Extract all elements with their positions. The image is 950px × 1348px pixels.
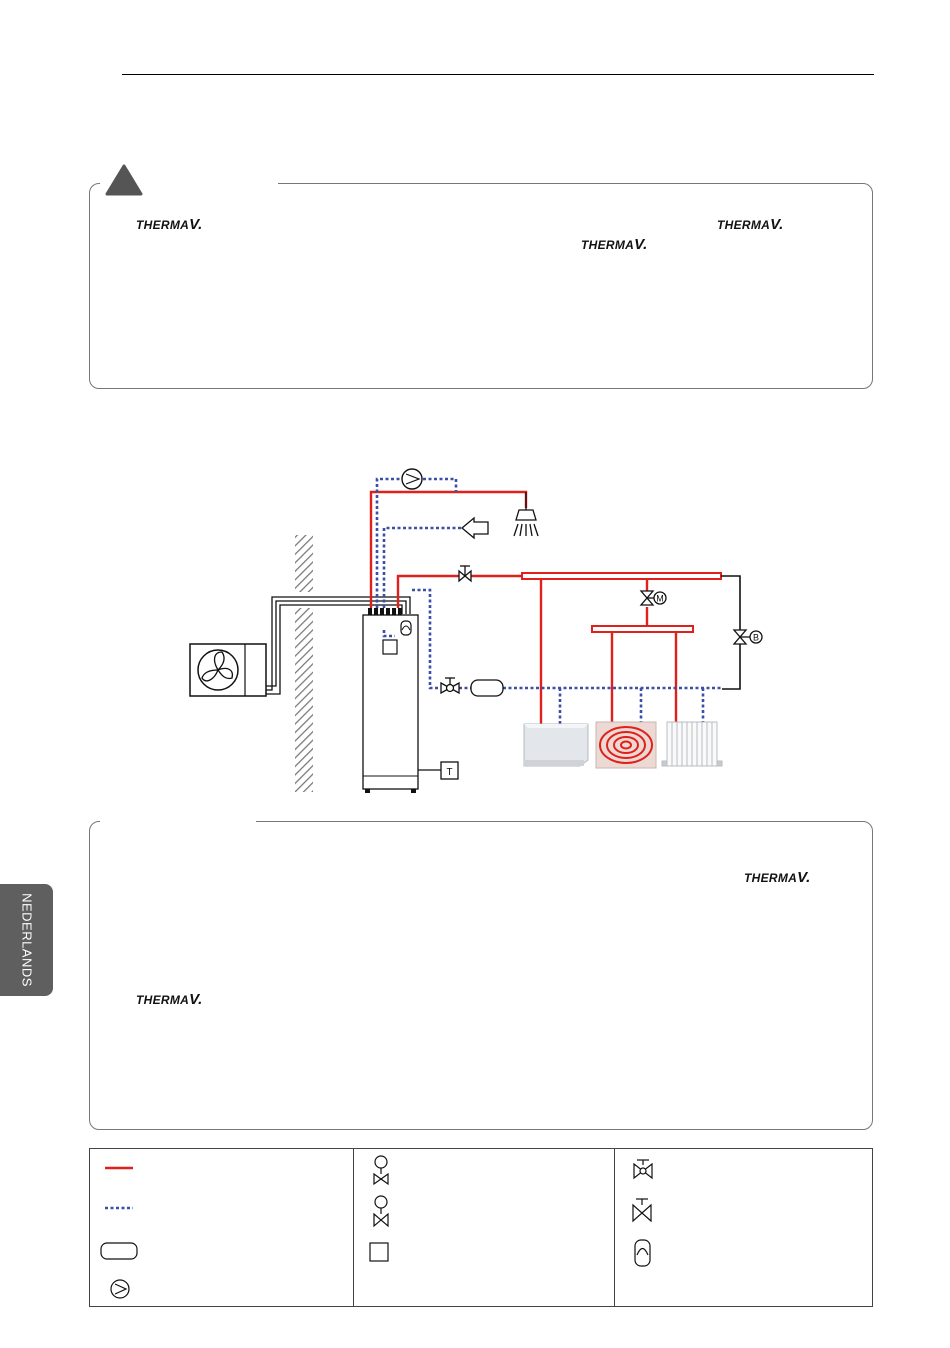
- stop-valve-icon: [633, 1199, 651, 1221]
- fan-coil-unit: [524, 724, 588, 766]
- info-box-gap: [100, 819, 256, 823]
- warning-triangle-icon: [104, 164, 144, 196]
- language-tab-label: NEDERLANDS: [19, 893, 34, 987]
- brand-logo: THERMAV.: [581, 236, 648, 253]
- system-diagram: [180, 460, 780, 800]
- brand-logo: THERMAV.: [136, 991, 203, 1008]
- expansion-vessel-icon: [635, 1240, 650, 1266]
- motor-valve-label: M: [656, 593, 664, 604]
- brand-logo: THERMAV.: [717, 216, 784, 233]
- stop-valve: [459, 566, 471, 581]
- tank-icon: [101, 1243, 137, 1259]
- box-icon: [370, 1243, 388, 1261]
- wall: [295, 535, 313, 592]
- hot-manifold-upper: [522, 573, 721, 579]
- header-rule: [122, 74, 874, 75]
- outdoor-unit: [190, 644, 266, 696]
- language-tab: [0, 884, 53, 996]
- pump-icon: [111, 1280, 129, 1298]
- ball-valve: [441, 678, 459, 693]
- cold-water-pipes: [377, 479, 722, 724]
- shower-head: [514, 492, 538, 536]
- float-valve-2-icon: [374, 1196, 388, 1226]
- bypass-valve-label: B: [752, 632, 760, 643]
- float-valve-icon: [374, 1156, 388, 1184]
- buffer-tank: [471, 680, 503, 696]
- ball-valve-icon: [634, 1160, 652, 1178]
- info-box: [89, 821, 873, 1130]
- legend-symbols: [89, 1148, 873, 1307]
- inlet-arrow: [462, 518, 488, 538]
- brand-logo: THERMAV.: [744, 869, 811, 886]
- warning-box: [89, 183, 873, 389]
- pump-symbol: [402, 469, 422, 489]
- radiator: [662, 722, 722, 766]
- underfloor-heating: [596, 722, 656, 768]
- hot-manifold-lower: [592, 626, 693, 632]
- thermostat-label: T: [446, 767, 453, 778]
- brand-logo: THERMAV.: [136, 216, 203, 233]
- wall: [295, 608, 313, 792]
